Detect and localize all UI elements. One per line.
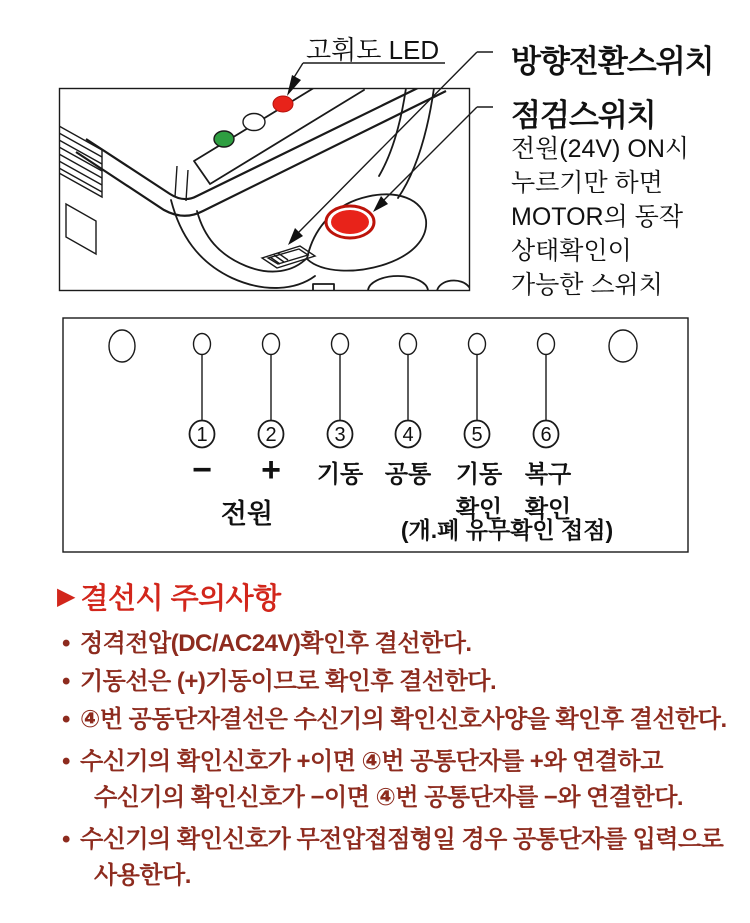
precaution-line: 정격전압(DC/AC24V)확인후 결선한다. — [80, 630, 472, 657]
terminal-5-label2: 확인 — [455, 496, 503, 523]
inspect-switch-leader-line — [373, 107, 493, 212]
contact-note: (개.폐 유무확인 접점) — [400, 517, 614, 543]
precaution-item-5 — [62, 822, 723, 894]
terminal-6 — [524, 334, 572, 524]
bullet-icon: • — [62, 630, 70, 657]
desc-line: 상태확인이 — [511, 237, 632, 265]
desc-line: 전원(24V) ON시 — [511, 135, 690, 163]
arrowhead-led-icon — [287, 75, 301, 96]
bullet-icon: • — [62, 826, 70, 853]
terminal-6-label: 복구 — [524, 461, 572, 488]
direction-switch-leader-line — [288, 52, 493, 245]
svg-text:2: 2 — [265, 424, 277, 446]
terminal-diagram — [62, 317, 689, 553]
bullet-icon: • — [62, 668, 70, 695]
white-led — [243, 114, 265, 131]
inspect-switch-description — [511, 132, 689, 302]
precaution-line: 기동선은 (+)기동이므로 확인후 결선한다. — [80, 668, 497, 695]
actuator-housing — [171, 88, 469, 291]
terminal-2-label: + — [261, 451, 281, 489]
green-led — [214, 131, 234, 147]
svg-text:5: 5 — [471, 424, 483, 446]
terminal-5 — [455, 334, 503, 524]
svg-text:4: 4 — [402, 424, 414, 446]
precaution-item-1 — [62, 626, 472, 662]
led-panel — [194, 86, 364, 184]
terminal-3-label: 기동 — [316, 461, 364, 488]
mount-hole-left — [109, 330, 135, 362]
red-led — [273, 96, 293, 112]
inspect-switch-label: 점검스위치 — [511, 98, 656, 133]
terminal-5-label: 기동 — [455, 461, 503, 488]
precaution-line: 수신기의 확인신호가 +이면 ④번 공통단자를 +와 연결하고 — [80, 748, 663, 775]
precaution-line: 수신기의 확인신호가 무전압접점형일 경우 공통단자를 입력으로 — [80, 826, 724, 853]
terminal-2 — [259, 334, 284, 490]
precaution-item-3 — [62, 702, 727, 738]
power-label: 전원 — [220, 499, 274, 529]
terminal-3 — [317, 334, 364, 489]
precaution-line: 수신기의 확인신호가 −이면 ④번 공통단자를 −와 연결한다. — [94, 784, 684, 811]
precaution-item-4 — [62, 744, 683, 816]
inspect-button[interactable] — [326, 206, 374, 238]
terminal-6-label2: 확인 — [524, 496, 572, 523]
led-callout-label: 고휘도 LED — [306, 35, 440, 65]
precaution-line: 사용한다. — [94, 862, 191, 889]
svg-text:6: 6 — [540, 424, 552, 446]
desc-line: 누르기만 하면 — [511, 169, 663, 197]
precaution-line: ④번 공동단자결선은 수신기의 확인신호사양을 확인후 결선한다. — [80, 706, 727, 733]
terminal-4-label: 공통 — [384, 461, 432, 488]
svg-text:1: 1 — [196, 424, 208, 446]
svg-text:3: 3 — [334, 424, 346, 446]
bullet-icon: • — [62, 706, 70, 733]
precautions-heading-text: 결선시 주의사항 — [80, 583, 281, 615]
terminal-1-label: − — [192, 451, 212, 489]
desc-line: 가능한 스위치 — [511, 271, 663, 299]
precautions-heading — [57, 576, 281, 617]
desc-line: MOTOR의 동작 — [511, 203, 683, 231]
bullet-icon: • — [62, 748, 70, 775]
terminal-4 — [385, 334, 432, 489]
direction-switch-label: 방향전환스위치 — [511, 44, 714, 79]
triangle-marker-icon: ▶ — [57, 582, 76, 610]
led-leader-line — [287, 63, 445, 96]
terminal-1 — [190, 334, 215, 490]
mount-hole-right — [609, 330, 637, 362]
precaution-item-2 — [62, 664, 496, 700]
